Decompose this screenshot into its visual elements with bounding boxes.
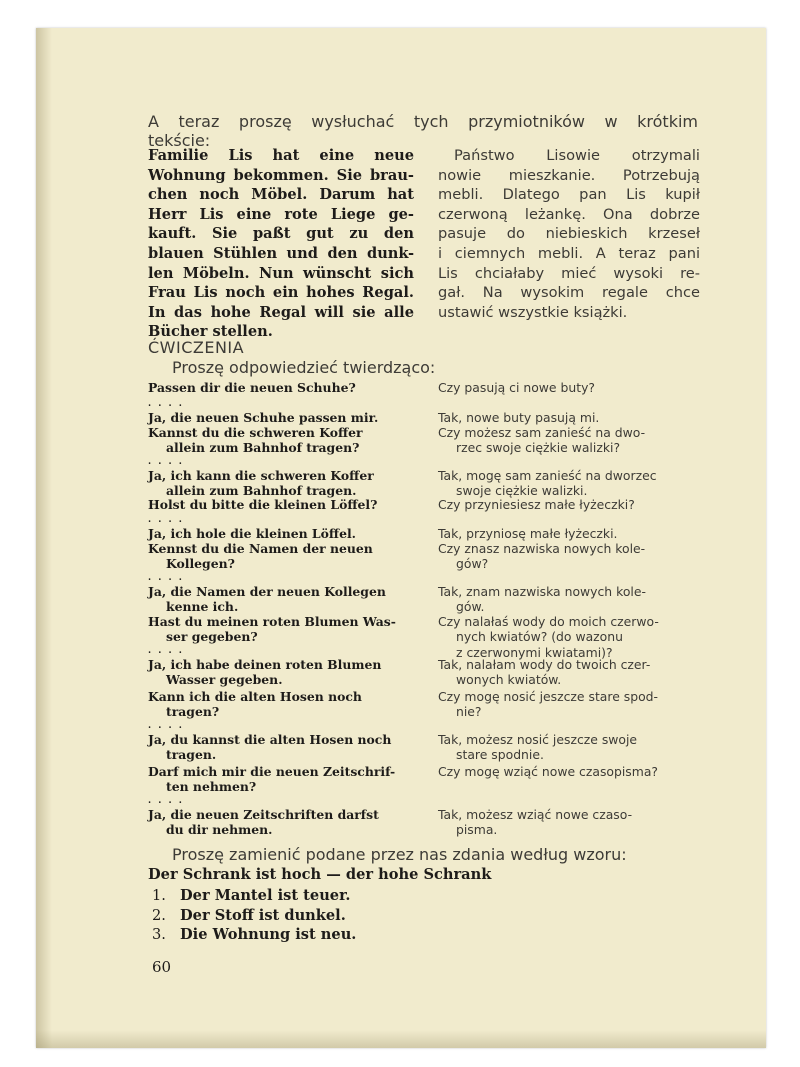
exercise-polish — [438, 497, 708, 512]
answer-dots: . . . . — [148, 399, 184, 409]
pattern-example: Der Schrank ist hoch — der hohe Schrank — [148, 866, 492, 883]
transform-list — [152, 886, 356, 945]
german-answer: Ja, du kannst die alten Hosen noch — [148, 732, 392, 747]
german-answer: Ja, die neuen Zeitschriften darfst — [148, 807, 379, 822]
polish-question: Czy znasz nazwiska nowych kole- — [438, 541, 646, 556]
german-question: Holst du bitte die kleinen Löffel? — [148, 497, 378, 512]
exercise-polish — [438, 584, 708, 615]
german-answer: Ja, ich hole die kleinen Löffel. — [148, 526, 356, 541]
exercise-german — [148, 689, 420, 720]
german-question: Kann ich die alten Hosen noch — [148, 689, 362, 704]
answer-dots: . . . . — [148, 573, 184, 583]
polish-question: Czy mogę wziąć nowe czasopisma? — [438, 764, 659, 779]
german-question: allein zum Bahnhof tragen? — [166, 440, 360, 456]
german-question: Kennst du die Namen der neuen — [148, 541, 373, 556]
answer-dots: . . . . — [148, 646, 184, 656]
exercise-polish — [438, 689, 708, 720]
list-item-text: Der Mantel ist teuer. — [180, 887, 351, 904]
polish-answer: Tak, nalałam wody do twoich czer- — [438, 657, 651, 672]
exercise-polish — [438, 764, 708, 779]
german-question: Passen dir die neuen Schuhe? — [148, 380, 356, 395]
polish-answer: swoje ciężkie walizki. — [456, 483, 588, 499]
list-item-text: Die Wohnung ist neu. — [180, 926, 357, 943]
exercise-german — [148, 647, 420, 688]
german-text-line: Familie Lis hat eine neue — [148, 147, 414, 164]
german-answer: Ja, die Namen der neuen Kollegen — [148, 584, 386, 599]
exercise-polish — [438, 657, 708, 688]
list-item — [152, 925, 356, 945]
exercise-polish — [438, 614, 708, 660]
list-item-number: 1. — [152, 887, 166, 904]
polish-question: Czy nalałaś wody do moich czerwo- — [438, 614, 659, 629]
list-item-number: 2. — [152, 906, 166, 924]
exercise-german — [148, 380, 420, 395]
polish-question: gów? — [456, 556, 489, 572]
german-question: ten nehmen? — [166, 779, 257, 795]
polish-question: nych kwiatów? (do wazonu — [456, 629, 623, 645]
german-text-line: len Möbeln. Nun wünscht sich — [148, 264, 414, 282]
polish-text-line: czerwoną leżankę. Ona dobrze — [438, 205, 700, 223]
german-answer: Wasser gegeben. — [166, 672, 283, 688]
german-text-line: kauft. Sie paßt gut zu den — [148, 225, 414, 243]
list-item — [152, 906, 356, 926]
german-text-line: Herr Lis eine rote Liege ge- — [148, 205, 414, 223]
polish-question: nie? — [456, 704, 482, 720]
german-question: Darf mich mir die neuen Zeitschrif- — [148, 764, 396, 779]
german-question: Hast du meinen roten Blumen Was- — [148, 614, 396, 629]
exercise-german — [148, 541, 420, 572]
german-question: tragen? — [166, 704, 220, 720]
polish-answer: Tak, mogę sam zanieść na dworzec — [438, 468, 657, 483]
german-question: ser gegeben? — [166, 629, 258, 645]
german-question: Kollegen? — [166, 556, 235, 572]
german-text-line: Bücher stellen. — [148, 323, 273, 341]
list-item — [152, 886, 356, 906]
exercise-german — [148, 574, 420, 615]
german-text-line: chen noch Möbel. Darum hat — [148, 186, 414, 204]
exercise-polish — [438, 807, 708, 838]
answer-dots: . . . . — [148, 457, 184, 467]
exercise-german — [148, 764, 420, 795]
polish-answer: wonych kwiatów. — [456, 672, 562, 688]
polish-answer: Tak, możesz wziąć nowe czaso- — [438, 807, 633, 822]
exercises-heading: ĆWICZENIA — [148, 338, 245, 357]
german-answer: Ja, ich kann die schweren Koffer — [148, 468, 374, 483]
exercise-polish — [438, 541, 708, 572]
german-text-line: Frau Lis noch ein hohes Regal. — [148, 284, 414, 302]
polish-answer: pisma. — [456, 822, 498, 838]
polish-text-line: Lis chciałaby mieć wysoki re- — [438, 264, 700, 282]
list-item-number: 3. — [152, 926, 166, 943]
page-number: 60 — [152, 958, 172, 976]
list-item-text: Der Stoff ist dunkel. — [180, 906, 346, 924]
exercise-polish — [438, 526, 708, 541]
polish-question: Czy możesz sam zanieść na dwo- — [438, 425, 646, 440]
polish-answer: stare spodnie. — [456, 747, 544, 763]
answer-dots: . . . . — [148, 721, 184, 731]
polish-text-line: mebli. Dlatego pan Lis kupił — [438, 186, 700, 204]
page-edge-shadow — [36, 28, 52, 1048]
polish-question: z czerwonymi kwiatami)? — [456, 644, 613, 660]
polish-text-line: gał. Na wysokim regale chce — [438, 284, 700, 302]
exercise-german — [148, 425, 420, 456]
german-question: Kannst du die schweren Koffer — [148, 425, 363, 440]
polish-answer: gów. — [456, 599, 485, 615]
polish-text-line: ustawić wszystkie książki. — [438, 303, 628, 321]
polish-question: Czy mogę nosić jeszcze stare spod- — [438, 689, 659, 704]
answer-dots: . . . . — [148, 515, 184, 525]
polish-question: rzec swoje ciężkie walizki? — [456, 440, 621, 456]
german-answer: kenne ich. — [166, 599, 239, 615]
exercise-german — [148, 614, 420, 645]
exercise-polish — [438, 732, 708, 763]
polish-text-line: pasuje do niebieskich krzeseł — [438, 225, 700, 243]
exercise-polish — [438, 425, 708, 456]
polish-question: Czy pasują ci nowe buty? — [438, 380, 595, 395]
intro-paragraph — [148, 112, 698, 150]
german-answer: allein zum Bahnhof tragen. — [166, 483, 357, 499]
german-answer: Ja, die neuen Schuhe passen mir. — [148, 410, 379, 425]
german-text-line: blauen Stühlen und den dunk- — [148, 244, 414, 262]
intro-line: A teraz proszę wysłuchać tych przymiotników w krótkim — [148, 112, 698, 131]
exercise-polish — [438, 410, 708, 425]
polish-answer: Tak, znam nazwiska nowych kole- — [438, 584, 646, 599]
polish-text-line: i ciemnych mebli. A teraz pani — [438, 244, 700, 262]
polish-answer: Tak, nowe buty pasują mi. — [438, 410, 600, 425]
german-text-line: In das hohe Regal will sie alle — [148, 303, 414, 321]
polish-answer: Tak, przyniosę małe łyżeczki. — [438, 526, 618, 541]
exercise-polish — [438, 468, 708, 499]
german-answer: du dir nehmen. — [166, 822, 273, 838]
german-text-line: Wohnung bekommen. Sie brau- — [148, 166, 414, 184]
exercise-german — [148, 516, 420, 541]
german-answer: tragen. — [166, 747, 217, 763]
answer-dots: . . . . — [148, 796, 184, 806]
polish-translation-text — [438, 146, 700, 322]
polish-text-line: Państwo Lisowie otrzymali — [454, 147, 700, 164]
polish-answer: Tak, możesz nosić jeszcze swoje — [438, 732, 638, 747]
page-bottom-shadow — [36, 1030, 766, 1048]
exercise-instruction: Proszę odpowiedzieć twierdząco: — [172, 358, 436, 377]
german-answer: Ja, ich habe deinen roten Blumen — [148, 657, 382, 672]
exercise-german — [148, 400, 420, 425]
intro-line: tekście: — [148, 131, 211, 150]
exercise-german — [148, 722, 420, 763]
transform-instruction: Proszę zamienić podane przez nas zdania według wzoru: — [172, 845, 627, 864]
polish-text-line: nowie mieszkanie. Potrzebują — [438, 166, 700, 184]
exercise-german — [148, 497, 420, 512]
exercise-polish — [438, 380, 708, 395]
german-reading-text — [148, 146, 414, 342]
polish-question: Czy przyniesiesz małe łyżeczki? — [438, 497, 635, 512]
exercise-german — [148, 458, 420, 499]
exercise-german — [148, 797, 420, 838]
